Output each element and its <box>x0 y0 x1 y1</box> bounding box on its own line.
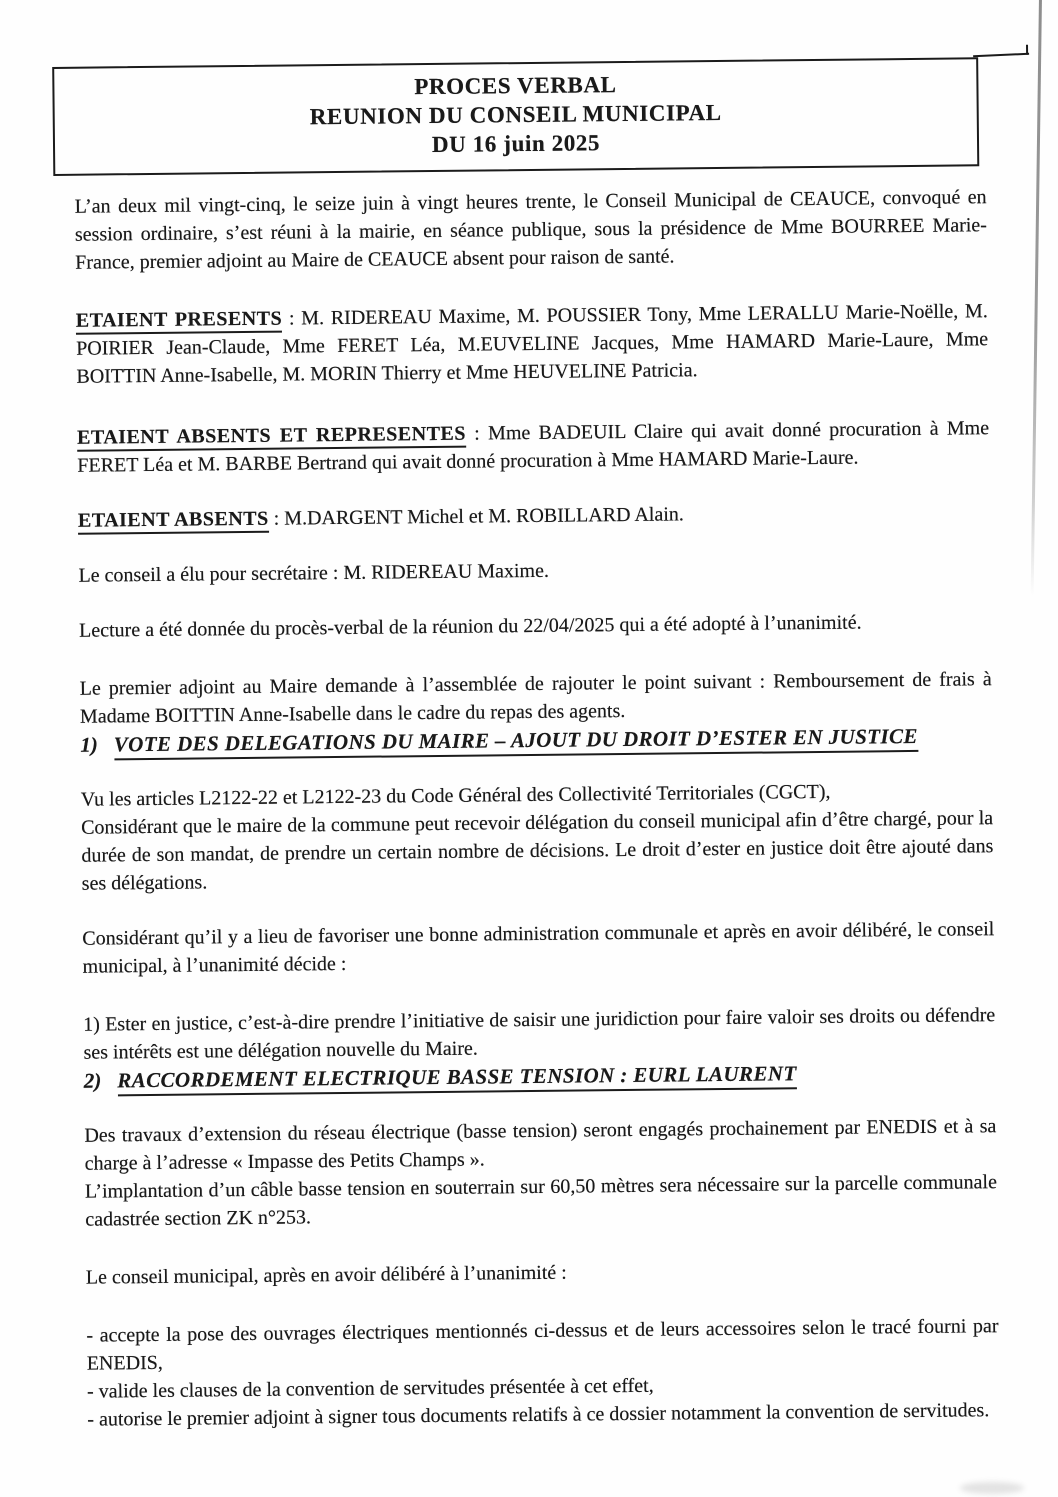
section-2-number: 2) <box>83 1068 102 1093</box>
title-box <box>52 57 979 176</box>
section-1-number: 1) <box>80 732 98 757</box>
section-1-paragraph-1: Vu les articles L2122-22 et L2122-23 du Code Général des Collectivité Territoriales (CGCT), Considérant que le maire de la commune peut recevoir délégation du conseil municipal afin d’être chargé, pour la durée de son mandat, de prendre un certain nombre de décisions. Le droit d’ester en justice doit être ajouté dans ses délégations. <box>80 780 994 895</box>
attendance-present-separator: : <box>282 307 302 330</box>
section-1-title: VOTE DES DELEGATIONS DU MAIRE – AJOUT DU DROIT D’ESTER EN JUSTICE <box>114 724 918 760</box>
attendance-present-names: M. RIDEREAU Maxime, M. POUSSIER Tony, Mme LERALLU Marie-Noëlle, M. POIRIER Jean-Claude, Mme FERET Léa, M.EUVELINE Jacques, Mme HAMARD Marie-Laure, Mme BOITTIN Anne-Isabelle, M. MORIN Thierry et Mme HEUVELINE Patricia. <box>76 300 989 388</box>
document-title-line2: REUNION DU CONSEIL MUNICIPAL <box>309 99 722 130</box>
intro-paragraph: L’an deux mil vingt-cinq, le seize juin à vingt heures trente, le Conseil Municipal de CEAUCE, convoqué en session ordinaire, s’est réuni à la mairie, en séance publique, sous la présidence de Mme BOURREE Marie-France, premier adjoint au Maire de CEAUCE absent pour raison de santé. <box>74 186 988 274</box>
attendance-absent-represented-label: ETAIENT ABSENTS ET REPRESENTES <box>77 423 466 452</box>
document-body <box>74 173 999 1433</box>
section-2-paragraph-3: - accepte la pose des ouvrages électriques mentionnés ci-dessus et de leurs accessoires selon le tracé fourni par ENEDIS, - valide les clauses de la convention de servitudes présentée à cet effet, - autorise le premier adjoint à signer tous documents relatifs à ce dossier notamment la convention de servitudes. <box>86 1315 999 1431</box>
section-2-paragraph-2: Le conseil municipal, après en avoir délibéré à l’unanimité : <box>85 1261 567 1289</box>
scan-artifact-tick <box>1026 45 1028 55</box>
attendance-absent-separator: : <box>268 507 285 530</box>
lecture-paragraph: Lecture a été donnée du procès-verbal de la réunion du 22/04/2025 qui a été adopté à l’unanimité. <box>78 611 862 642</box>
attendance-present-label: ETAIENT PRESENTS <box>76 308 283 335</box>
added-point-paragraph: Le premier adjoint au Maire demande à l’assemblée de rajouter le point suivant : Remboursement de frais à Madame BOITTIN Anne-Isabelle dans le cadre du repas des agents. <box>79 668 992 728</box>
document-title-line1: PROCES VERBAL <box>414 72 617 100</box>
document-title-line3: DU 16 juin 2025 <box>431 130 601 157</box>
attendance-absent <box>78 497 990 535</box>
section-1-paragraph-2: Considérant qu’il y a lieu de favoriser une bonne administration communale et après en avoir délibéré, le conseil municipal, à l’unanimité décide : <box>82 918 995 978</box>
section-2-paragraph-1: Des travaux d’extension du réseau électrique (basse tension) seront engagés prochainement par ENEDIS et à sa charge à l’adresse « Impasse des Petits Champs ». L’implantation d’un câble basse tension en souterrain sur 60,50 mètres sera nécessaire sur la parcelle communale cadastrée section ZK n°253. <box>84 1115 998 1231</box>
scan-smudge <box>960 1482 1024 1494</box>
secretary-paragraph: Le conseil a élu pour secrétaire : M. RIDEREAU Maxime. <box>78 559 550 587</box>
attendance-absent-label: ETAIENT ABSENTS <box>78 508 269 535</box>
attendance-absent-represented-names: Mme BADEUIL Claire qui avait donné procuration à Mme FERET Léa et M. BARBE Bertrand qui avait donné procuration à Mme HAMARD Marie-Laure. <box>77 417 990 477</box>
attendance-absent-names: M.DARGENT Michel et M. ROBILLARD Alain. <box>284 503 684 530</box>
attendance-absent-represented <box>77 414 990 480</box>
scan-artifact-line <box>973 53 1029 58</box>
section-2-title: RACCORDEMENT ELECTRIQUE BASSE TENSION : EURL LAURENT <box>117 1061 797 1096</box>
attendance-present <box>76 297 989 391</box>
attendance-absent-represented-separator: : <box>465 422 489 445</box>
section-1-paragraph-3: 1) Ester en justice, c’est-à-dire prendre l’initiative de saisir une juridiction pour faire valoir ses droits ou défendre ses intérêts est une délégation nouvelle du Maire. <box>83 1004 996 1064</box>
